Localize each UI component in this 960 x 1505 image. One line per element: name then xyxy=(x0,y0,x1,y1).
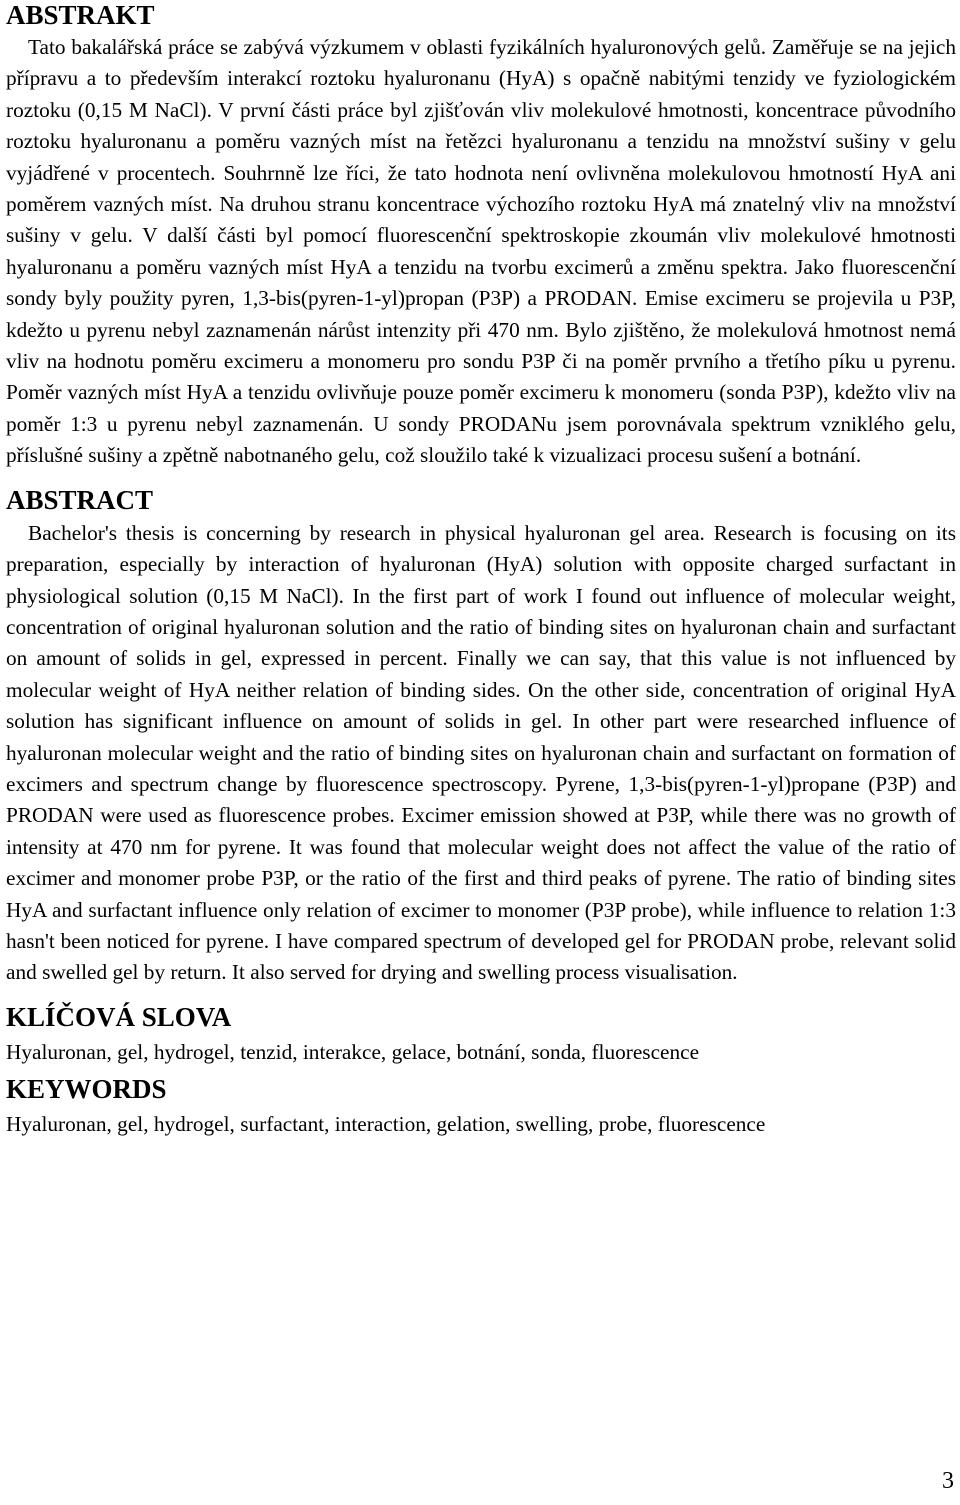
abstract-paragraph: Bachelor's thesis is concerning by research in physical hyaluronan gel area. Research is focusing on its preparation, especially by interaction of hyaluronan (HyA) solution with opposite charged surfactant in physiological solution (0,15 M NaCl). In the first part of work I found out influence of molecular weight, concentration of original hyaluronan solution and the ratio of binding sites on hyaluronan chain and surfactant on amount of solids in gel, expressed in percent. Finally we can say, that this value is not influenced by molecular weight of HyA neither relation of binding sides. On the other side, concentration of original HyA solution has significant influence on amount of solids in gel. In other part were researched influence of hyaluronan molecular weight and the ratio of binding sites on hyaluronan chain and surfactant on formation of excimers and spectrum change by fluorescence spectroscopy. Pyrene, 1,3-bis(pyren-1-yl)propane (P3P) and PRODAN were used as fluorescence probes. Excimer emission showed at P3P, while there was no growth of intensity at 470 nm for pyrene. It was found that molecular weight does not affect the value of the ratio of excimer and monomer probe P3P, or the ratio of the first and third peaks of pyrene. The ratio of binding sites HyA and surfactant influence only relation of excimer to monomer (P3P probe), while influence to relation 1:3 hasn't been noticed for pyrene. I have compared spectrum of developed gel for PRODAN probe, relevant solid and swelled gel by return. It also served for drying and swelling process visualisation. xyxy=(6,520,956,985)
abstrakt-paragraph: Tato bakalářská práce se zabývá výzkumem v oblasti fyzikálních hyaluronových gelů. Zaměřuje se na jejich přípravu a to především interakcí roztoku hyaluronanu (HyA) s opačně nabitými tenzidy ve fyziologickém roztoku (0,15 M NaCl). V první části práce byl zjišťován vliv molekulové hmotnosti, koncentrace původního roztoku hyaluronanu a poměru vazných míst na řetězci hyaluronanu a tenzidu na množství sušiny v gelu vyjádřené v procentech. Souhrnně lze říci, že tato hodnota není ovlivněna molekulovou hmotností HyA ani poměrem vazných míst. Na druhou stranu koncentrace výchozího roztoku HyA má znatelný vliv na množství sušiny v gelu. V další části byl pomocí fluorescenční spektroskopie zkoumán vliv molekulové hmotnosti hyaluronanu a poměru vazných míst HyA a tenzidu na tvorbu excimerů a změnu spektra. Jako fluorescenční sondy byly použity pyren, 1,3-bis(pyren-1-yl)propan (P3P) a PRODAN. Emise excimeru se projevila u P3P, kdežto u pyrenu nebyl zaznamenán nárůst intenzity při 470 nm. Bylo zjištěno, že molekulová hmotnost nemá vliv na hodnotu poměru excimeru a monomeru pro sondu P3P či na poměr prvního a třetího píku u pyrenu. Poměr vazných míst HyA a tenzidu ovlivňuje pouze poměr excimeru k monomeru (sonda P3P), kdežto vliv na poměr 1:3 u pyrenu nebyl zaznamenán. U sondy PRODANu jsem porovnávala spektrum vzniklého gelu, příslušné sušiny a zpětně nabotnaného gelu, což sloužilo také k vizualizaci procesu sušení a botnání. xyxy=(6,35,956,468)
keywords-heading: KEYWORDS xyxy=(6,1074,167,1105)
klicova-slova-heading: KLÍČOVÁ SLOVA xyxy=(6,1001,232,1032)
keywords-list: Hyaluronan, gel, hydrogel, surfactant, interaction, gelation, swelling, probe, fluorescence xyxy=(6,1112,766,1137)
abstrakt-heading: ABSTRAKT xyxy=(6,0,155,30)
page-number: 3 xyxy=(942,1468,954,1494)
klicova-slova-list: Hyaluronan, gel, hydrogel, tenzid, interakce, gelace, botnání, sonda, fluorescence xyxy=(6,1039,700,1064)
document-page xyxy=(6,0,956,1141)
abstract-heading: ABSTRACT xyxy=(6,484,154,515)
